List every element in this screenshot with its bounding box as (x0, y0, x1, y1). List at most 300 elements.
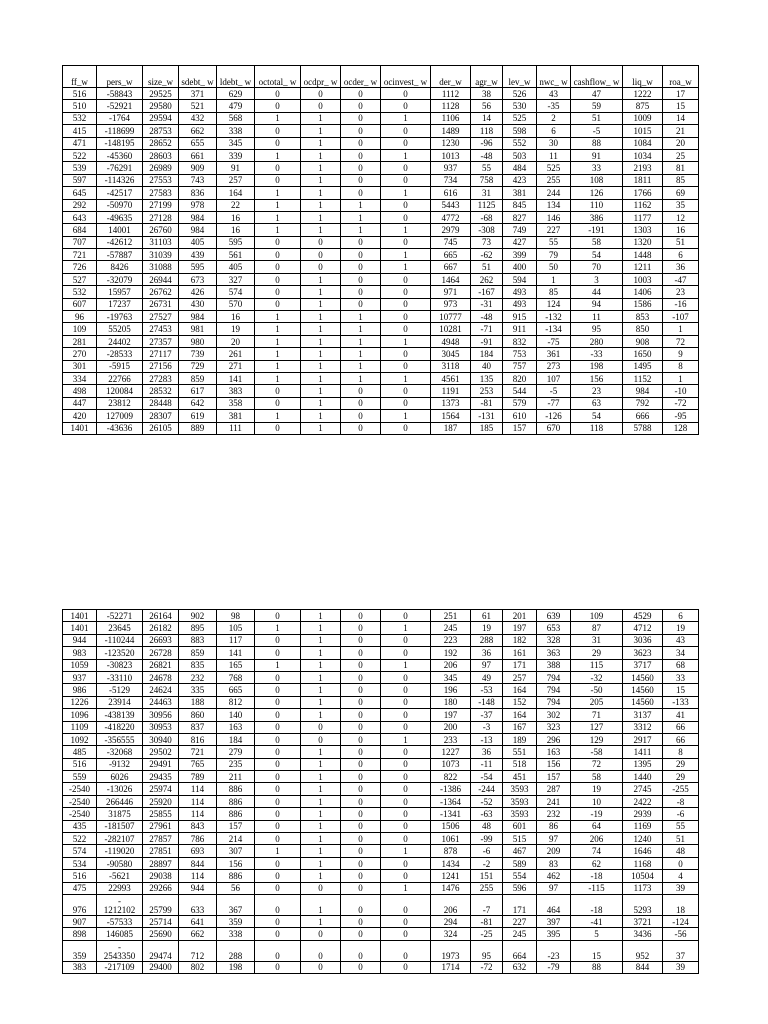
table-cell: 522 (63, 833, 97, 845)
table-cell: 2917 (623, 733, 663, 745)
table-cell: 0 (341, 758, 381, 770)
table-cell: 617 (179, 385, 217, 397)
table-cell: 6 (663, 249, 699, 261)
table-cell: 66 (663, 721, 699, 733)
table-cell: 0 (381, 721, 431, 733)
table-cell: 1 (255, 622, 301, 634)
table-cell: 836 (179, 187, 217, 199)
table-cell: 3137 (623, 709, 663, 721)
table-cell: 684 (63, 224, 97, 236)
table-cell: 25 (663, 149, 699, 161)
table-cell: 832 (503, 335, 537, 347)
table-cell: 54 (571, 249, 623, 261)
table-cell: 1 (255, 410, 301, 422)
column-header: ldebt_ w (217, 66, 255, 88)
table-cell: 17237 (97, 298, 143, 310)
table-cell: 768 (217, 671, 255, 683)
table-cell: 271 (217, 360, 255, 372)
table-cell: 596 (503, 882, 537, 894)
table-cell: 171 (503, 659, 537, 671)
table-cell: 43 (537, 88, 571, 100)
table-row (63, 224, 699, 236)
table-cell: 0 (255, 857, 301, 869)
table-cell: 127 (571, 721, 623, 733)
table-cell: 0 (255, 928, 301, 940)
table-cell: 51 (471, 261, 503, 273)
table-cell: 29038 (143, 870, 179, 882)
table-cell: 1 (381, 410, 431, 422)
table-row (63, 733, 699, 745)
table-cell: 642 (179, 397, 217, 409)
table-cell: 0 (381, 298, 431, 310)
table-cell: 0 (381, 422, 431, 434)
table-cell: 0 (301, 882, 341, 894)
table-row (63, 746, 699, 758)
table-cell: 0 (301, 261, 341, 273)
table-cell: -1764 (97, 112, 143, 124)
table-cell: 8 (663, 746, 699, 758)
table-cell: 26164 (143, 610, 179, 622)
table-cell: 281 (63, 335, 97, 347)
table-row (63, 696, 699, 708)
table-cell: 1 (301, 758, 341, 770)
table-cell: 908 (623, 335, 663, 347)
table-cell: 288 (217, 940, 255, 961)
table-cell: 345 (431, 671, 471, 683)
table-cell: 20 (217, 335, 255, 347)
table-cell: 129 (571, 733, 623, 745)
table-cell: 0 (381, 857, 431, 869)
table-cell: 200 (431, 721, 471, 733)
table-row (63, 199, 699, 211)
table-cell: 1811 (623, 174, 663, 186)
table-cell: 0 (341, 659, 381, 671)
table-cell: 1 (301, 808, 341, 820)
table-cell: 27128 (143, 211, 179, 223)
table-cell: 551 (503, 746, 537, 758)
table-cell: -47 (663, 273, 699, 285)
table-cell: 29 (663, 758, 699, 770)
table-cell: -50 (571, 684, 623, 696)
table-cell: -30823 (97, 659, 143, 671)
table-row (63, 348, 699, 360)
table-row (63, 622, 699, 634)
table-cell: 3593 (503, 783, 537, 795)
table-cell: 0 (341, 833, 381, 845)
table-cell: 3593 (503, 795, 537, 807)
table-cell: 0 (341, 88, 381, 100)
table-cell: -57533 (97, 915, 143, 927)
table-cell: 1 (381, 882, 431, 894)
table-row (63, 857, 699, 869)
table-cell: 532 (63, 112, 97, 124)
table-cell: 115 (571, 659, 623, 671)
table-cell: 579 (503, 397, 537, 409)
table-cell: 28753 (143, 125, 179, 137)
table-cell: 0 (341, 261, 381, 273)
table-cell: 645 (63, 187, 97, 199)
table-cell: 498 (63, 385, 97, 397)
table-cell: 426 (179, 286, 217, 298)
table-cell: 0 (255, 249, 301, 261)
table-cell: -13 (471, 733, 503, 745)
table-cell: 72 (663, 335, 699, 347)
table-cell: 1211 (623, 261, 663, 273)
table-cell: 31088 (143, 261, 179, 273)
table-cell: 4 (663, 870, 699, 882)
table-row (63, 659, 699, 671)
table-cell: 883 (179, 634, 217, 646)
table-cell: 27357 (143, 335, 179, 347)
table-row (63, 298, 699, 310)
table-cell: 598 (503, 125, 537, 137)
table-cell: 26989 (143, 162, 179, 174)
table-cell: 0 (255, 137, 301, 149)
table-cell: 971 (431, 286, 471, 298)
table-cell: 0 (255, 870, 301, 882)
table-cell: 0 (255, 795, 301, 807)
table-cell: 726 (63, 261, 97, 273)
table-cell: -167 (471, 286, 503, 298)
table-cell: 14 (471, 112, 503, 124)
table-cell: 27283 (143, 372, 179, 384)
table-cell: -57887 (97, 249, 143, 261)
table-cell: 98 (217, 610, 255, 622)
table-cell: 35 (663, 199, 699, 211)
table-cell: 185 (471, 422, 503, 434)
table-cell: 4712 (623, 622, 663, 634)
table-cell: 878 (431, 845, 471, 857)
table-cell: 64 (571, 820, 623, 832)
table-cell: 11 (571, 311, 623, 323)
table-cell: 944 (179, 882, 217, 894)
table-cell: 484 (503, 162, 537, 174)
table-cell: 27851 (143, 845, 179, 857)
table-cell: 471 (63, 137, 97, 149)
table-cell: 739 (179, 348, 217, 360)
table-cell: 1646 (623, 845, 663, 857)
table-cell: 152 (503, 696, 537, 708)
table-cell: 6 (537, 125, 571, 137)
table-cell: 1226 (63, 696, 97, 708)
table-cell: 475 (63, 882, 97, 894)
table-cell: 61 (471, 610, 503, 622)
column-header: cashflow_ w (571, 66, 623, 88)
table-row (63, 385, 699, 397)
table-cell: 1489 (431, 125, 471, 137)
table-cell: 97 (537, 833, 571, 845)
table-cell: 467 (503, 845, 537, 857)
table-cell: 88 (571, 961, 623, 973)
table-cell: 16 (663, 224, 699, 236)
table-cell: 907 (63, 915, 97, 927)
table-cell: 5788 (623, 422, 663, 434)
table-cell: 1448 (623, 249, 663, 261)
table-cell: 0 (341, 709, 381, 721)
table-cell: 27857 (143, 833, 179, 845)
table-cell: 693 (179, 845, 217, 857)
table-cell: 1506 (431, 820, 471, 832)
table-cell: 30940 (143, 733, 179, 745)
table-cell: 27961 (143, 820, 179, 832)
table-cell: -79 (537, 961, 571, 973)
table-cell: 0 (341, 940, 381, 961)
table-row (63, 894, 699, 915)
table-cell: 91 (217, 162, 255, 174)
table-cell: 3118 (431, 360, 471, 372)
table-cell: 0 (341, 298, 381, 310)
table-cell: 95 (571, 323, 623, 335)
table-cell: 0 (341, 928, 381, 940)
table-cell: 794 (537, 696, 571, 708)
table-cell: 1 (381, 187, 431, 199)
table-cell: 55 (663, 820, 699, 832)
table-cell: 48 (663, 845, 699, 857)
table-cell: 0 (341, 961, 381, 973)
table-cell: 1 (301, 659, 341, 671)
table-cell: 21 (663, 125, 699, 137)
table-cell: 288 (471, 634, 503, 646)
table-cell: 0 (341, 820, 381, 832)
table-cell: 31 (571, 634, 623, 646)
table-cell: 0 (255, 273, 301, 285)
table-cell: 0 (255, 162, 301, 174)
table-cell: 14560 (623, 671, 663, 683)
table-cell: 0 (381, 746, 431, 758)
table-cell: 0 (301, 928, 341, 940)
table-cell: 427 (503, 236, 537, 248)
table-cell: 0 (381, 894, 431, 915)
table-cell: 464 (537, 894, 571, 915)
table-cell: 0 (381, 100, 431, 112)
table-row (63, 882, 699, 894)
table-cell: 666 (623, 410, 663, 422)
table-cell: 167 (503, 721, 537, 733)
table-cell: 0 (255, 634, 301, 646)
table-cell: 0 (381, 311, 431, 323)
table-cell: -2540 (63, 808, 97, 820)
table-cell: 1 (341, 360, 381, 372)
table-cell: 1 (301, 125, 341, 137)
table-cell: 0 (255, 100, 301, 112)
table-cell: 415 (63, 125, 97, 137)
table-cell: 1 (381, 249, 431, 261)
table-cell: 359 (217, 915, 255, 927)
table-cell: 83 (537, 857, 571, 869)
table-cell: 36 (471, 647, 503, 659)
table-cell: 29 (571, 647, 623, 659)
table-row (63, 410, 699, 422)
data-table-top (62, 65, 699, 435)
table-cell: 25855 (143, 808, 179, 820)
table-cell: 95 (471, 940, 503, 961)
table-cell: 94 (571, 298, 623, 310)
table-cell: 25799 (143, 894, 179, 915)
table-cell: 554 (503, 870, 537, 882)
table-cell: 1 (301, 273, 341, 285)
table-cell: 363 (537, 647, 571, 659)
table-row (63, 820, 699, 832)
table-cell: 859 (179, 647, 217, 659)
table-cell: 30953 (143, 721, 179, 733)
table-cell: 206 (431, 659, 471, 671)
table-cell: 1 (301, 870, 341, 882)
table-cell: 1 (301, 684, 341, 696)
table-cell: 1 (301, 360, 341, 372)
table-cell: 1 (255, 360, 301, 372)
table-cell: 0 (341, 808, 381, 820)
table-cell: 29502 (143, 746, 179, 758)
table-cell: 1650 (623, 348, 663, 360)
table-cell: 789 (179, 771, 217, 783)
table-cell: 1476 (431, 882, 471, 894)
table-cell: -8 (663, 795, 699, 807)
table-cell: 55205 (97, 323, 143, 335)
table-cell: 0 (341, 137, 381, 149)
table-cell: 0 (255, 397, 301, 409)
table-cell: 157 (537, 771, 571, 783)
table-cell: -6 (471, 845, 503, 857)
table-row (63, 273, 699, 285)
table-cell: 794 (537, 684, 571, 696)
table-cell: 367 (217, 894, 255, 915)
table-cell: 633 (179, 894, 217, 915)
table-cell: 233 (431, 733, 471, 745)
table-cell: 15 (663, 684, 699, 696)
table-cell: 1401 (63, 622, 97, 634)
table-cell: 0 (301, 721, 341, 733)
table-cell: 140 (217, 709, 255, 721)
table-cell: -126 (537, 410, 571, 422)
table-cell: 81 (663, 162, 699, 174)
table-cell: -71 (471, 323, 503, 335)
table-cell: 241 (537, 795, 571, 807)
table-cell: 0 (255, 771, 301, 783)
table-cell: 595 (179, 261, 217, 273)
table-cell: 287 (537, 783, 571, 795)
table-cell: 1125 (471, 199, 503, 211)
table-cell: 0 (381, 771, 431, 783)
table-cell: 0 (341, 771, 381, 783)
table-cell: 15 (571, 940, 623, 961)
table-cell: -48 (471, 311, 503, 323)
table-cell: 570 (217, 298, 255, 310)
table-cell: 14 (663, 112, 699, 124)
table-cell: 0 (255, 671, 301, 683)
table-cell: 27199 (143, 199, 179, 211)
table-cell: 36 (663, 261, 699, 273)
table-cell: 0 (381, 783, 431, 795)
table-cell: 1 (301, 298, 341, 310)
table-cell: 8 (663, 360, 699, 372)
table-cell: 1 (301, 696, 341, 708)
table-cell: 72 (571, 758, 623, 770)
table-cell: 4772 (431, 211, 471, 223)
table-cell: 1 (301, 647, 341, 659)
table-cell: 516 (63, 870, 97, 882)
table-cell: 11 (537, 149, 571, 161)
table-cell: -96 (471, 137, 503, 149)
table-cell: 244 (537, 187, 571, 199)
table-cell: 745 (431, 236, 471, 248)
table-cell: 0 (255, 940, 301, 961)
table-cell: 51 (663, 833, 699, 845)
table-cell: 327 (217, 273, 255, 285)
table-cell: 0 (381, 940, 431, 961)
table-cell: 1 (301, 174, 341, 186)
table-cell: 24463 (143, 696, 179, 708)
table-cell: 0 (255, 961, 301, 973)
table-cell: 984 (179, 311, 217, 323)
table-cell: 0 (381, 833, 431, 845)
table-cell: 859 (179, 372, 217, 384)
table-cell: 0 (255, 647, 301, 659)
table-cell: 294 (431, 915, 471, 927)
table-cell: 26944 (143, 273, 179, 285)
table-cell: 3045 (431, 348, 471, 360)
table-cell: 0 (381, 870, 431, 882)
table-cell: 707 (63, 236, 97, 248)
table-cell: 1 (301, 311, 341, 323)
table-cell: 1 (381, 845, 431, 857)
table-cell: 73 (471, 236, 503, 248)
column-header: nwc_ w (537, 66, 571, 88)
table-cell: 109 (63, 323, 97, 335)
table-cell: 447 (63, 397, 97, 409)
table-cell: -418220 (97, 721, 143, 733)
table-cell: 71 (571, 709, 623, 721)
table-cell: 245 (503, 928, 537, 940)
table-cell: 1 (301, 795, 341, 807)
table-cell: 0 (381, 709, 431, 721)
table-cell: 1411 (623, 746, 663, 758)
table-cell: 1 (341, 311, 381, 323)
table-row (63, 137, 699, 149)
table-cell: 198 (571, 360, 623, 372)
table-cell: 0 (255, 808, 301, 820)
table-cell: 0 (255, 915, 301, 927)
table-cell: 209 (537, 845, 571, 857)
table-cell: 16 (217, 211, 255, 223)
table-cell: -18 (571, 870, 623, 882)
table-cell: -37 (471, 709, 503, 721)
table-row (63, 211, 699, 223)
table-cell: 25920 (143, 795, 179, 807)
table-cell: 33 (571, 162, 623, 174)
table-cell: 10504 (623, 870, 663, 882)
table-cell: 522 (63, 149, 97, 161)
table-cell: 105 (217, 622, 255, 634)
table-cell: 22993 (97, 882, 143, 894)
table-cell: 196 (431, 684, 471, 696)
table-cell: 1 (381, 149, 431, 161)
table-cell: 124 (537, 298, 571, 310)
table-cell: -58843 (97, 88, 143, 100)
table-cell: 860 (179, 709, 217, 721)
table-cell: 632 (503, 961, 537, 973)
table-cell: -124 (663, 915, 699, 927)
column-header: octotal_ w (255, 66, 301, 88)
table-cell: 0 (301, 733, 341, 745)
table-cell: -181507 (97, 820, 143, 832)
table-cell: 1 (381, 335, 431, 347)
column-header: liq_w (623, 66, 663, 88)
table-cell: 118 (471, 125, 503, 137)
table-cell: 1191 (431, 385, 471, 397)
table-cell: 2939 (623, 808, 663, 820)
table-cell: -115 (571, 882, 623, 894)
table-cell: 338 (217, 125, 255, 137)
